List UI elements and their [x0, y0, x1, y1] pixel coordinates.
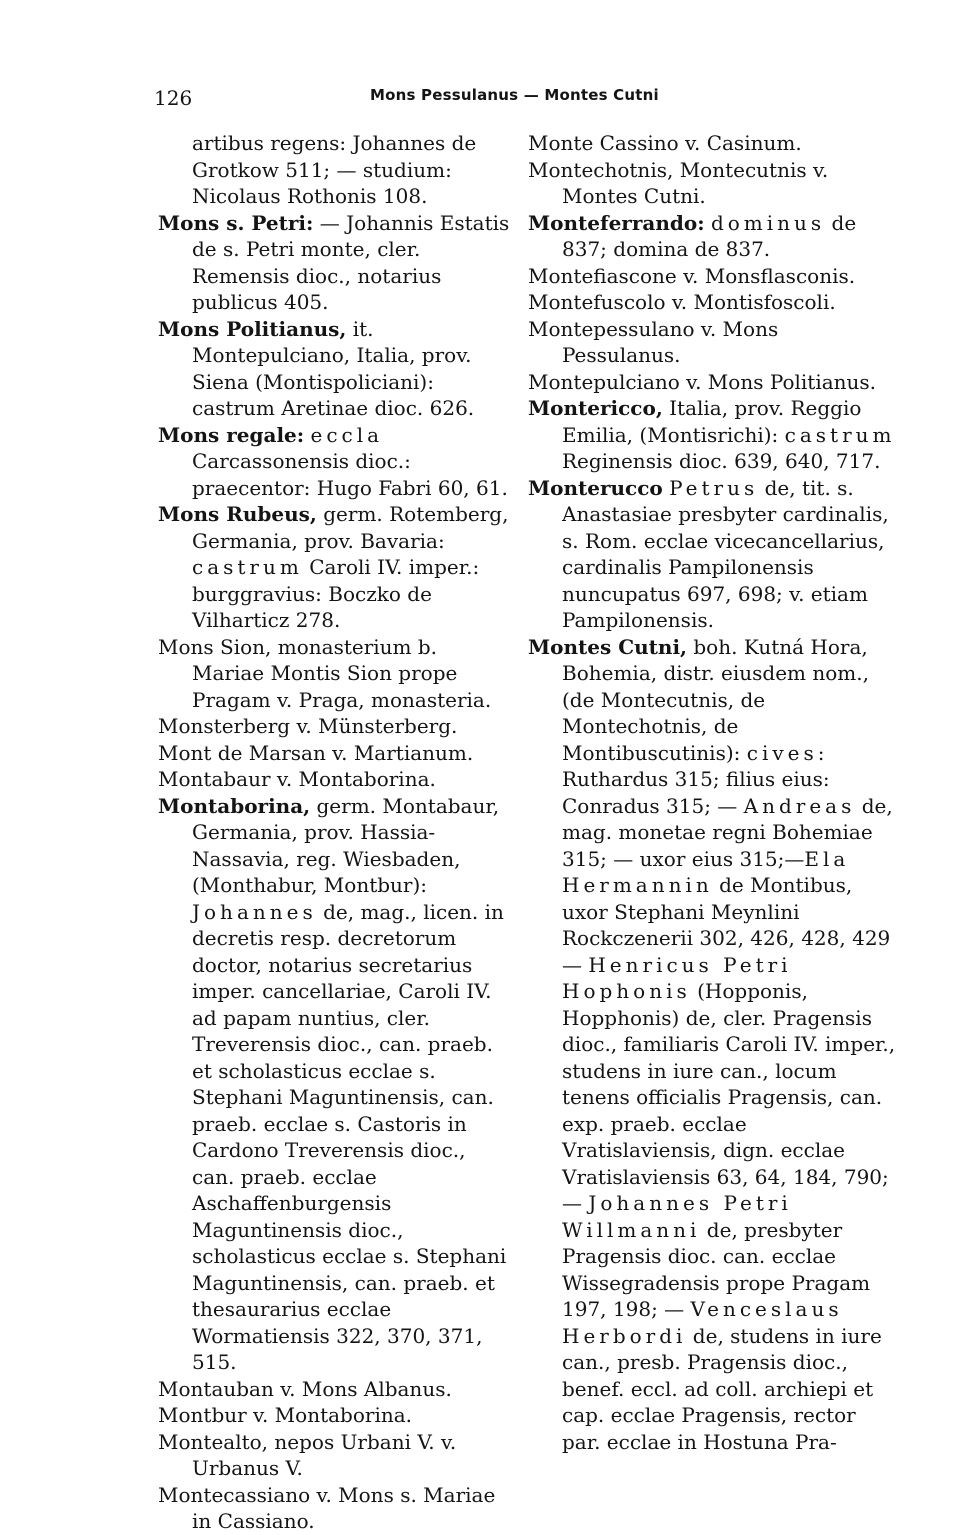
entry-text: it. Montepulciano, Italia, prov. Siena (Montispoliciani): castrum Aretinae dioc. 626.	[192, 316, 475, 420]
entry-text: de, mag., licen. in decretis resp. decretorum doctor, notarius secretarius imper. cancellariae, Caroli IV. ad papam nuntius, cler. Treverensis dioc., can. praeb. et scholasticus ecclae s. Stephani Maguntinensis, can. praeb. ecclae s. Castoris in Cardono Treverensis dioc., can. praeb. ecclae Aschaffenburgensis Maguntinensis dioc., scholasticus ecclae s. Stephani Maguntinensis, can. praeb. et thesaurarius ecclae Wormatiensis 322, 370, 371, 515.	[192, 899, 507, 1374]
index-entry	[158, 634, 513, 714]
entry-text: Mons Sion, monasterium b. Mariae Montis Sion prope Pragam v. Praga, monasteria.	[158, 634, 492, 712]
entry-headword: Monteferrando:	[528, 210, 705, 235]
entry-text: germ. Rotemberg, Germania, prov. Bavaria:	[192, 502, 509, 553]
entry-spaced-name: dominus	[710, 210, 826, 235]
entry-text: boh. Kutná Hora, Bohemia, distr. eiusdem nom., (de Montecutnis, de Montechotnis, de Montibuscutinis):	[562, 634, 869, 765]
entry-text: de, tit. s. Anastasiae presbyter cardinalis, s. Rom. ecclae vicecancellarius, cardinalis Pampilonensis nuncupatus 697, 698; v. etiam Pampilonensis.	[562, 475, 889, 632]
entry-text: Monsterberg v. Münsterberg.	[158, 714, 458, 738]
entry-spaced-name: Petrus	[669, 475, 759, 500]
index-entry	[528, 634, 898, 1456]
entry-headword: Montaborina,	[158, 793, 311, 818]
index-entry	[528, 475, 898, 634]
entry-spaced-name: Johannes	[192, 899, 317, 924]
entry-text: Italia, prov. Reggio Emilia, (Montisrichi):	[562, 396, 862, 447]
index-entry	[528, 210, 898, 263]
index-entry	[158, 210, 513, 316]
index-entry	[158, 316, 513, 422]
index-entry	[528, 369, 898, 396]
entry-text: de, mag. monetae regni Bohemiae 315; — uxor eius 315;—	[562, 793, 893, 871]
entry-text: Montefiascone v. Monsflasconis.	[528, 263, 856, 288]
index-entry	[528, 316, 898, 369]
entry-spaced-name: Ela Hermannin	[562, 846, 850, 897]
entry-text: : Ruthardus 315; filius eius: Conradus 315; —	[562, 740, 830, 818]
entry-text: Montealto, nepos Urbani V. v. Urbanus V.	[158, 1429, 457, 1480]
entry-spaced-name: Henricus Petri Hophonis	[562, 952, 792, 1003]
entry-headword: Montericco,	[528, 396, 663, 420]
entry-text: de, presbyter Pragensis dioc. can. ecclae Wissegradensis prope Pragam 197, 198; —	[562, 1217, 871, 1321]
entry-text: de 837; domina de 837.	[562, 210, 857, 261]
entry-text: (Hopponis, Hopphonis) de, cler. Pragensis dioc., familiaris Caroli IV. imper., studens in iure can., locum tenens officialis Pragensis, can. exp. praeb. ecclae Vratislaviensis, dign. ecclae Vratislaviensis 63, 64, 184, 790; —	[562, 979, 896, 1215]
index-entry	[158, 740, 513, 767]
index-entry	[158, 1429, 513, 1482]
index-entry	[158, 713, 513, 740]
entry-text: Reginensis dioc. 639, 640, 717.	[562, 449, 881, 473]
entry-text: — Johannis Estatis de s. Petri monte, cler. Remensis dioc., notarius publicus 405.	[192, 210, 510, 314]
entry-headword: Mons Politianus,	[158, 316, 347, 341]
entry-spaced-name: Venceslaus Herbordi	[562, 1297, 843, 1348]
running-title: Mons Pessulanus — Montes Cutni	[370, 86, 659, 104]
entry-spaced-name: Andreas	[743, 793, 856, 818]
entry-text: germ. Montabaur, Germania, prov. Hassia-Nassavia, reg. Wiesbaden, (Monthabur, Montbur):	[192, 793, 500, 897]
entry-headword: Montes Cutni,	[528, 634, 688, 659]
index-entry	[158, 1376, 513, 1403]
index-entry	[158, 130, 513, 210]
page-number: 126	[154, 86, 193, 110]
entry-spaced-name: eccla	[310, 422, 384, 447]
entry-text: Montepessulano v. Mons Pessulanus.	[528, 316, 779, 367]
entry-headword: Mons regale:	[158, 422, 305, 447]
entry-text: Montepulciano v. Mons Politianus.	[528, 369, 877, 394]
left-column	[158, 130, 513, 1535]
index-entry	[528, 395, 898, 475]
index-entry	[158, 1482, 513, 1535]
entry-text: artibus regens: Johannes de Grotkow 511; — studium: Nicolaus Rothonis 108.	[192, 131, 477, 208]
index-entry	[528, 289, 898, 316]
index-entry	[158, 501, 513, 634]
entry-text: Montechotnis, Montecutnis v. Montes Cutni.	[528, 157, 829, 208]
entry-text: Montefuscolo v. Montisfoscoli.	[528, 290, 836, 314]
index-entry	[528, 157, 898, 210]
entry-text: Montecassiano v. Mons s. Mariae in Cassiano.	[158, 1482, 496, 1533]
entry-spaced-name: castrum	[784, 422, 896, 447]
index-entry	[158, 766, 513, 793]
index-entry	[158, 793, 513, 1376]
index-entry	[528, 263, 898, 290]
entry-text: Carcassonensis dioc.: praecentor: Hugo Fabri 60, 61.	[192, 449, 508, 500]
index-entry	[528, 130, 898, 157]
right-column	[528, 130, 898, 1455]
index-entry	[158, 1402, 513, 1429]
entry-text: de, studens in iure can., presb. Pragensis dioc., benef. eccl. ad coll. archiepi et cap. ecclae Pragensis, rector par. ecclae in Hostuna Pra-	[562, 1323, 882, 1454]
entry-text: Caroli IV. imper.: burggravius: Boczko de Vilharticz 278.	[192, 555, 480, 632]
entry-text: Montbur v. Montaborina.	[158, 1403, 413, 1427]
entry-text: Montauban v. Mons Albanus.	[158, 1376, 452, 1401]
entry-spaced-name: castrum	[192, 555, 303, 579]
entry-text: Mont de Marsan v. Martianum.	[158, 740, 474, 765]
entry-headword: Mons Rubeus,	[158, 502, 317, 526]
index-entry	[158, 422, 513, 502]
entry-headword: Mons s. Petri:	[158, 210, 314, 235]
entry-text: de Montibus, uxor Stephani Meynlini Rockczenerii 302, 426, 428, 429 —	[562, 873, 891, 977]
entry-spaced-name: cives	[746, 740, 818, 765]
entry-spaced-name: Johannes Petri Willmanni	[562, 1191, 792, 1242]
entry-headword: Monterucco	[528, 475, 663, 500]
entry-text: Montabaur v. Montaborina.	[158, 767, 436, 791]
entry-text: Monte Cassino v. Casinum.	[528, 131, 802, 155]
